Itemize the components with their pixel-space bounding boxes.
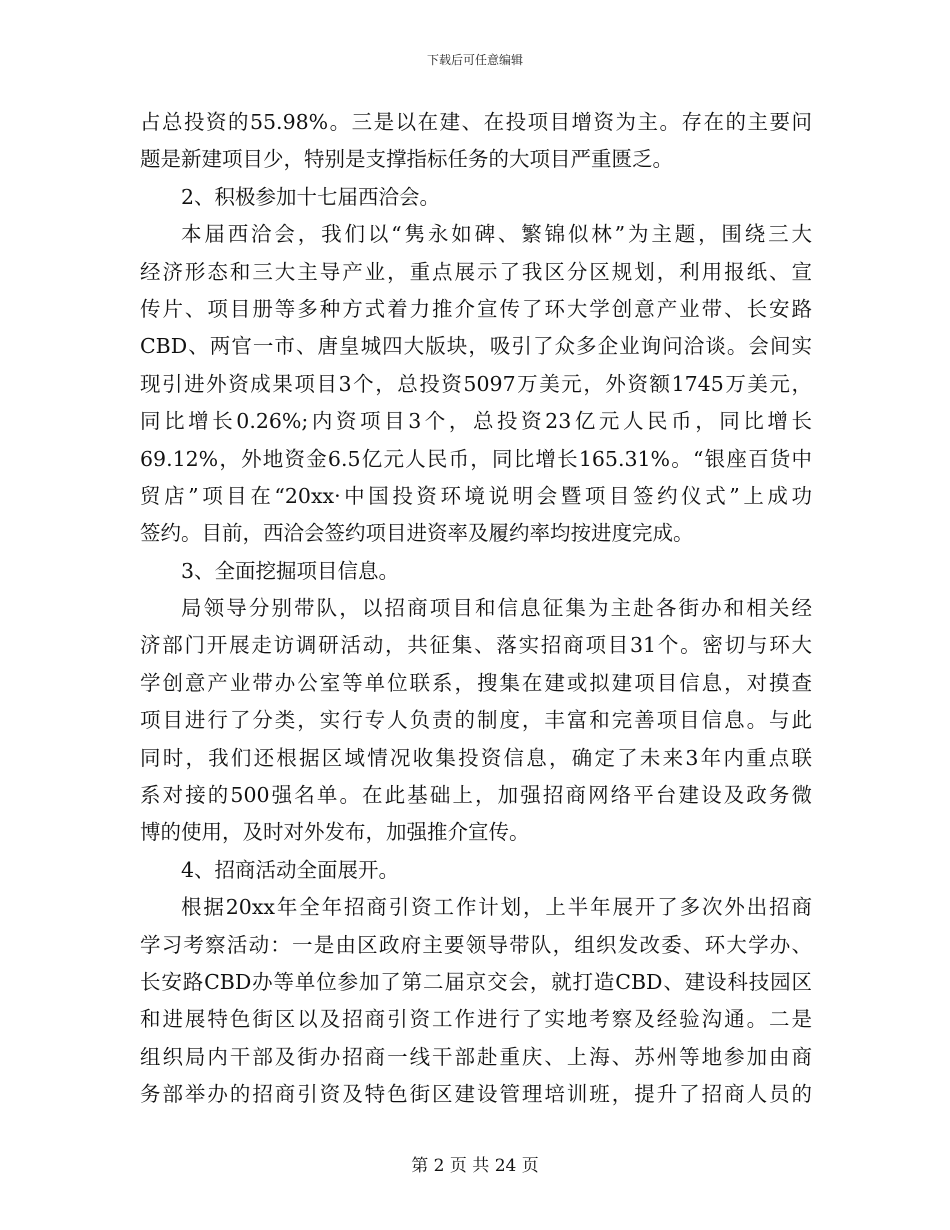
text-line: 局领导分别带队，以招商项目和信息征集为主赴各街办和相关经	[181, 596, 812, 621]
text-line: 系对接的500强名单。在此基础上，加强招商网络平台建设及政务微	[140, 783, 812, 808]
text-line: 同时，我们还根据区域情况收集投资信息，确定了未来3年内重点联	[140, 745, 812, 770]
text-line: 学创意产业带办公室等单位联系，搜集在建或拟建项目信息，对摸查	[140, 670, 812, 695]
text-line: 博的使用，及时对外发布，加强推介宣传。	[140, 820, 530, 845]
text-line: CBD、两官一市、唐皇城四大版块，吸引了众多企业询问洽谈。会间实	[140, 334, 812, 359]
text-line: 2、积极参加十七届西洽会。	[181, 184, 441, 209]
page-header: 下载后可任意编辑	[426, 53, 523, 67]
text-line: 题是新建项目少，特别是支撑指标任务的大项目严重匮乏。	[140, 147, 673, 172]
text-line: 务部举办的招商引资及特色街区建设管理培训班，提升了招商人员的	[140, 1082, 812, 1107]
page-footer: 第 2 页 共 24 页	[411, 1156, 539, 1176]
text-line: 4、招商活动全面展开。	[181, 857, 400, 882]
text-line: 3、全面挖掘项目信息。	[181, 558, 400, 583]
document-body	[140, 104, 812, 1114]
text-line: 同比增长0.26%;内资项目3个，总投资23亿元人民币，同比增长	[140, 409, 812, 434]
text-line: 项目进行了分类，实行专人负责的制度，丰富和完善项目信息。与此	[140, 708, 812, 733]
text-line: 签约。目前，西洽会签约项目进资率及履约率均按进度完成。	[140, 521, 694, 546]
text-line: 占总投资的55.98%。三是以在建、在投项目增资为主。存在的主要问	[140, 110, 812, 134]
text-line: 根据20xx年全年招商引资工作计划，上半年展开了多次外出招商	[181, 895, 812, 920]
text-line: 济部门开展走访调研活动，共征集、落实招商项目31个。密切与环大	[140, 633, 812, 658]
text-line: 经济形态和三大主导产业，重点展示了我区分区规划，利用报纸、宣	[140, 259, 812, 284]
text-line: 本届西洽会，我们以“隽永如碑、繁锦似林”为主题，围绕三大	[181, 222, 812, 247]
text-line: 现引进外资成果项目3个，总投资5097万美元，外资额1745万美元，	[140, 371, 812, 396]
text-line: 学习考察活动：一是由区政府主要领导带队，组织发改委、环大学办、	[140, 932, 812, 957]
text-line: 长安路CBD办等单位参加了第二届京交会，就打造CBD、建设科技园区	[140, 969, 812, 994]
text-line: 贸店”项目在“20xx·中国投资环境说明会暨项目签约仪式”上成功	[140, 483, 812, 508]
text-line: 69.12%，外地资金6.5亿元人民币，同比增长165.31%。“银座百货中	[140, 446, 812, 471]
text-line: 传片、项目册等多种方式着力推介宣传了环大学创意产业带、长安路	[140, 296, 812, 321]
text-line: 和进展特色街区以及招商引资工作进行了实地考察及经验沟通。二是	[140, 1007, 812, 1032]
text-line: 组织局内干部及街办招商一线干部赴重庆、上海、苏州等地参加由商	[140, 1044, 812, 1069]
